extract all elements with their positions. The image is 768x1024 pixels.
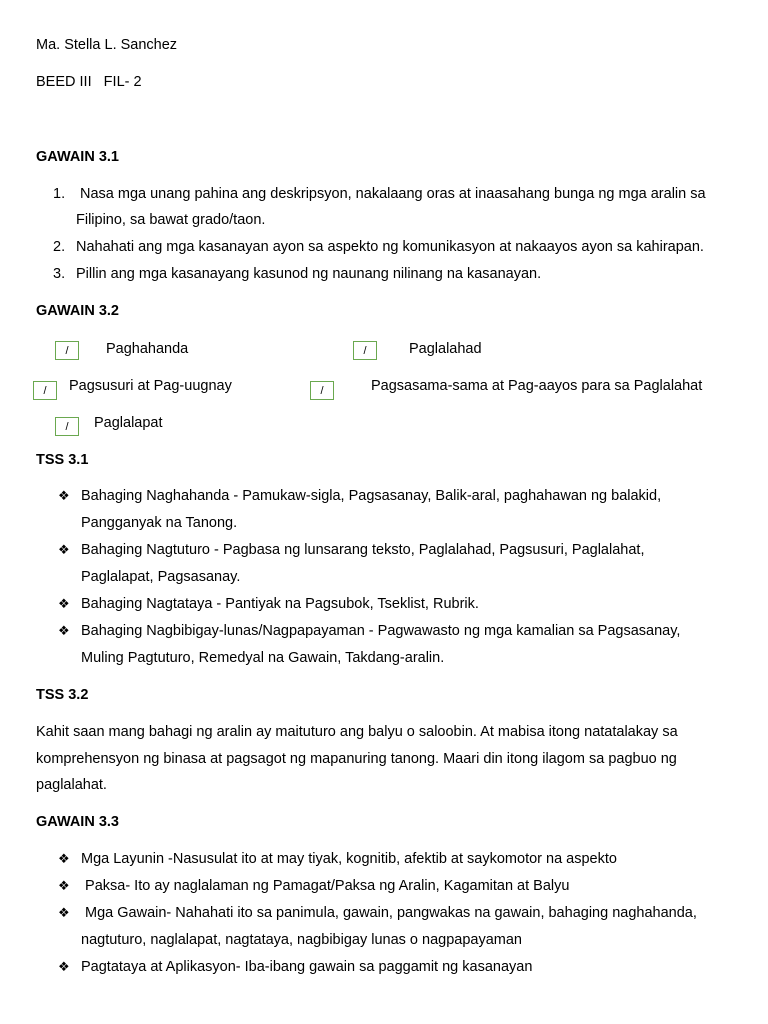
bullet-text: Mga Layunin -Nasusulat ito at may tiyak, kognitib, afektib at saykomotor na aspekto (81, 851, 617, 867)
course-code: BEED III FIL- 2 (36, 74, 142, 90)
bullet-text: Paksa- Ito ay naglalaman ng Pamagat/Paksa ng Aralin, Kagamitan at Balyu (81, 878, 570, 894)
diamond-bullet-icon: ❖ (58, 879, 70, 894)
heading-gawain-3-3: GAWAIN 3.3 (36, 814, 119, 830)
heading-gawain-3-2: GAWAIN 3.2 (36, 303, 119, 319)
list-text: Pillin ang mga kasanayang kasunod ng naunang nilinang na kasanayan. (76, 266, 542, 282)
diamond-bullet-icon: ❖ (58, 543, 70, 558)
student-name: Ma. Stella L. Sanchez (36, 37, 178, 53)
bullet-text: Bahaging Nagtataya - Pantiyak na Pagsubok, Tseklist, Rubrik. (81, 596, 479, 612)
paragraph-line: komprehensyon ng binasa at pagsagot ng mapanuring tanong. Maari din itong ilagom sa pagbuo ng (36, 751, 677, 767)
paragraph-line: paglalahat. (36, 777, 107, 793)
bullet-text: Bahaging Naghahanda - Pamukaw-sigla, Pagsasanay, Balik-aral, paghahawan ng balakid, (81, 488, 662, 504)
diamond-bullet-icon: ❖ (58, 852, 70, 867)
checkbox[interactable]: / (353, 341, 377, 360)
bullet-text-continued: Muling Pagtuturo, Remedyal na Gawain, Takdang-aralin. (81, 650, 445, 666)
checkbox-label: Paglalapat (94, 415, 163, 431)
bullet-text-continued: Pangganyak na Tanong. (81, 515, 238, 531)
checkbox-label: Paglalahad (409, 341, 482, 357)
list-text: Nasa mga unang pahina ang deskripsyon, nakalaang oras at inaasahang bunga ng mga aralin sa (80, 186, 706, 202)
bullet-text-continued: Paglalapat, Pagsasanay. (81, 569, 241, 585)
bullet-text: Pagtataya at Aplikasyon- Iba-ibang gawain sa paggamit ng kasanayan (81, 959, 533, 975)
diamond-bullet-icon: ❖ (58, 960, 70, 975)
diamond-bullet-icon: ❖ (58, 624, 70, 639)
bullet-text: Bahaging Nagbibigay-lunas/Nagpapayaman - Pagwawasto ng mga kamalian sa Pagsasanay, (81, 623, 681, 639)
list-number: 2. (53, 239, 66, 255)
checkbox-label: Pagsusuri at Pag-uugnay (69, 378, 232, 394)
diamond-bullet-icon: ❖ (58, 489, 70, 504)
list-number: 3. (53, 266, 66, 282)
checkbox[interactable]: / (55, 341, 79, 360)
checkbox[interactable]: / (310, 381, 334, 400)
heading-tss-3-1: TSS 3.1 (36, 452, 89, 468)
heading-gawain-3-1: GAWAIN 3.1 (36, 149, 119, 165)
bullet-text-continued: nagtuturo, naglalapat, nagtataya, nagbibigay lunas o nagpapayaman (81, 932, 522, 948)
list-number: 1. (53, 186, 66, 202)
bullet-text: Mga Gawain- Nahahati ito sa panimula, gawain, pangwakas na gawain, bahaging naghahanda, (81, 905, 697, 921)
checkbox[interactable]: / (33, 381, 57, 400)
heading-tss-3-2: TSS 3.2 (36, 687, 89, 703)
list-text-continued: Filipino, sa bawat grado/taon. (76, 212, 266, 228)
list-text: Nahahati ang mga kasanayan ayon sa aspekto ng komunikasyon at nakaayos ayon sa kahirapan. (76, 239, 704, 255)
checkbox[interactable]: / (55, 417, 79, 436)
diamond-bullet-icon: ❖ (58, 906, 70, 921)
checkbox-label: Pagsasama-sama at Pag-aayos para sa Paglalahat (371, 378, 703, 394)
diamond-bullet-icon: ❖ (58, 597, 70, 612)
bullet-text: Bahaging Nagtuturo - Pagbasa ng lunsarang teksto, Paglalahad, Pagsusuri, Paglalahat, (81, 542, 645, 558)
checkbox-label: Paghahanda (106, 341, 189, 357)
paragraph-line: Kahit saan mang bahagi ng aralin ay maituturo ang balyu o saloobin. At mabisa itong natatalakay sa (36, 724, 678, 740)
